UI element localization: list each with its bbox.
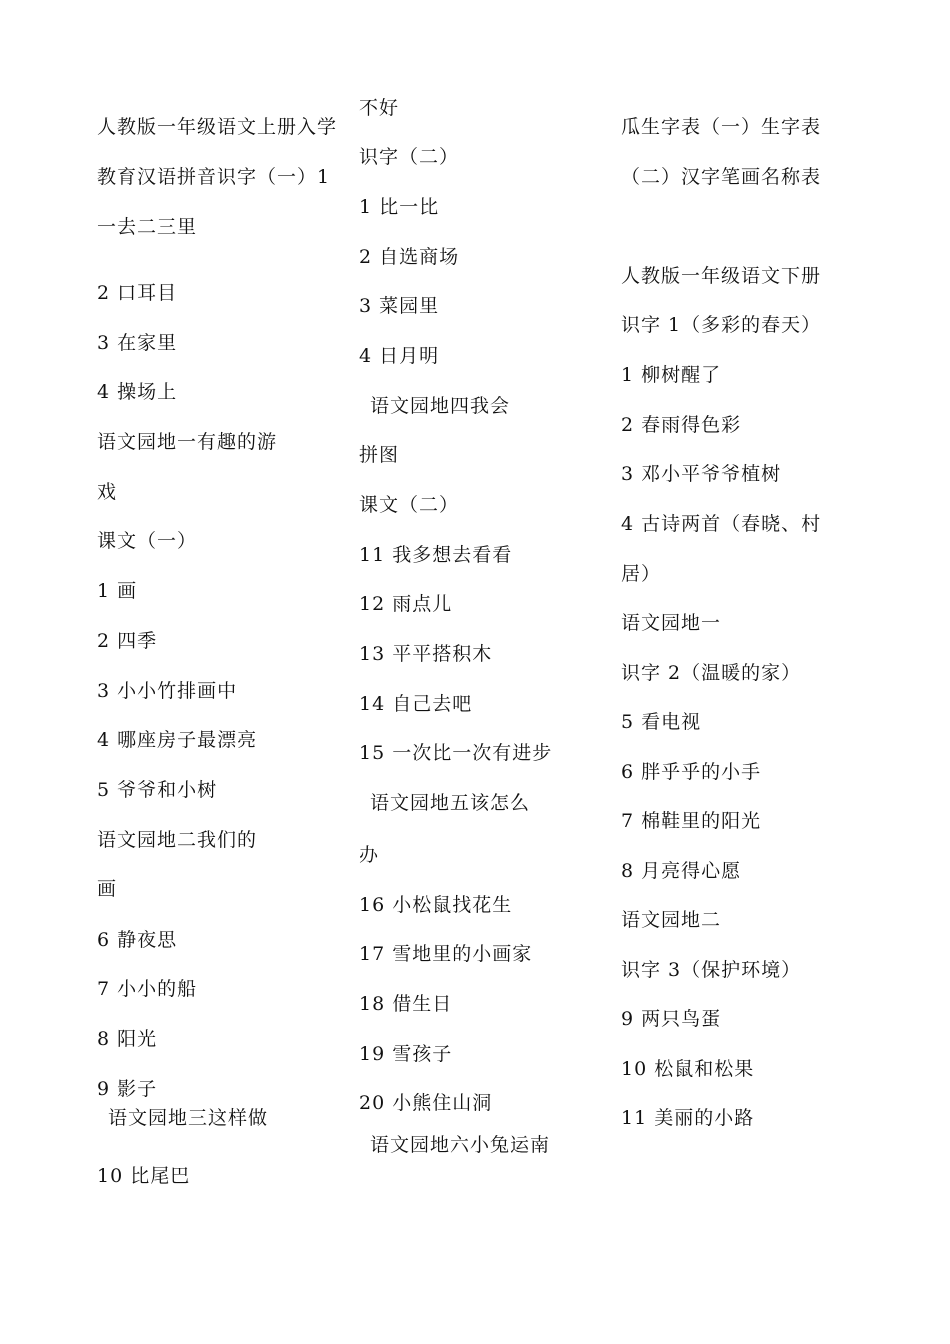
col1-line-11: 2 四季: [97, 630, 158, 652]
col1-line-19: 8 阳光: [97, 1028, 158, 1050]
col3-line-1: 瓜生字表（一）生字表: [621, 116, 822, 138]
col2-line-16: 办: [359, 844, 380, 866]
col3-line-5: 1 柳树醒了: [621, 364, 722, 386]
col2-line-14: 15 一次比一次有进步: [359, 742, 553, 764]
col1-line-7: 语文园地一有趣的游: [97, 431, 278, 453]
col3-line-18: 9 两只鸟蛋: [621, 1008, 722, 1030]
col3-line-2: （二）汉字笔画名称表: [621, 166, 822, 188]
col3-line-15: 8 月亮得心愿: [621, 860, 742, 882]
col2-line-5: 3 菜园里: [359, 295, 440, 317]
col1-line-14: 5 爷爷和小树: [97, 779, 218, 801]
col3-line-19: 10 松鼠和松果: [621, 1058, 755, 1080]
col2-line-13: 14 自己去吧: [359, 693, 473, 715]
col2-line-18: 17 雪地里的小画家: [359, 943, 533, 965]
col1-line-5: 3 在家里: [97, 332, 178, 354]
col3-line-3: 人教版一年级语文下册: [621, 265, 822, 287]
col2-line-2: 识字（二）: [359, 146, 460, 168]
col2-line-1: 不好: [359, 97, 400, 119]
col1-line-12: 3 小小竹排画中: [97, 680, 238, 702]
col2-line-6: 4 日月明: [359, 345, 440, 367]
col1-line-15: 语文园地二我们的: [97, 829, 258, 851]
col1-line-18: 7 小小的船: [97, 978, 198, 1000]
col2-line-20: 19 雪孩子: [359, 1043, 453, 1065]
col2-line-4: 2 自选商场: [359, 246, 460, 268]
col3-line-13: 6 胖乎乎的小手: [621, 761, 762, 783]
col3-line-8: 4 古诗两首（春晓、村: [621, 513, 822, 535]
col1-line-10: 1 画: [97, 580, 138, 602]
col1-line-6: 4 操场上: [97, 381, 178, 403]
col1-line-16: 画: [97, 878, 118, 900]
col2-line-11: 12 雨点儿: [359, 593, 453, 615]
col1-line-22: 10 比尾巴: [97, 1165, 191, 1187]
col1-line-13: 4 哪座房子最漂亮: [97, 729, 258, 751]
col3-line-17: 识字 3（保护环境）: [621, 959, 802, 981]
col2-line-21: 20 小熊住山洞: [359, 1092, 493, 1114]
col2-line-17: 16 小松鼠找花生: [359, 894, 513, 916]
col1-line-21: 语文园地三这样做: [108, 1107, 269, 1129]
col1-line-1: 人教版一年级语文上册入学: [97, 116, 338, 138]
col3-line-7: 3 邓小平爷爷植树: [621, 463, 782, 485]
col2-line-22: 语文园地六小兔运南: [370, 1134, 551, 1156]
col3-line-12: 5 看电视: [621, 711, 702, 733]
col2-line-15: 语文园地五该怎么: [370, 792, 531, 814]
col3-line-10: 语文园地一: [621, 612, 722, 634]
col1-line-8: 戏: [97, 481, 118, 503]
col3-line-4: 识字 1（多彩的春天）: [621, 314, 822, 336]
col1-line-17: 6 静夜思: [97, 929, 178, 951]
col2-line-19: 18 借生日: [359, 993, 453, 1015]
col1-line-20: 9 影子: [97, 1078, 158, 1100]
col3-line-14: 7 棉鞋里的阳光: [621, 810, 762, 832]
col2-line-9: 课文（二）: [359, 494, 460, 516]
col1-line-2: 教育汉语拼音识字（一）1: [97, 166, 331, 188]
col1-line-9: 课文（一）: [97, 530, 198, 552]
col2-line-7: 语文园地四我会: [370, 395, 511, 417]
col1-line-3: 一去二三里: [97, 216, 198, 238]
col1-line-4: 2 口耳目: [97, 282, 178, 304]
col3-line-6: 2 春雨得色彩: [621, 414, 742, 436]
col2-line-3: 1 比一比: [359, 196, 440, 218]
col3-line-20: 11 美丽的小路: [621, 1107, 755, 1129]
col2-line-10: 11 我多想去看看: [359, 544, 513, 566]
col3-line-9: 居）: [621, 563, 662, 585]
col3-line-16: 语文园地二: [621, 909, 722, 931]
col2-line-12: 13 平平搭积木: [359, 643, 493, 665]
col2-line-8: 拼图: [359, 444, 400, 466]
col3-line-11: 识字 2（温暖的家）: [621, 662, 802, 684]
